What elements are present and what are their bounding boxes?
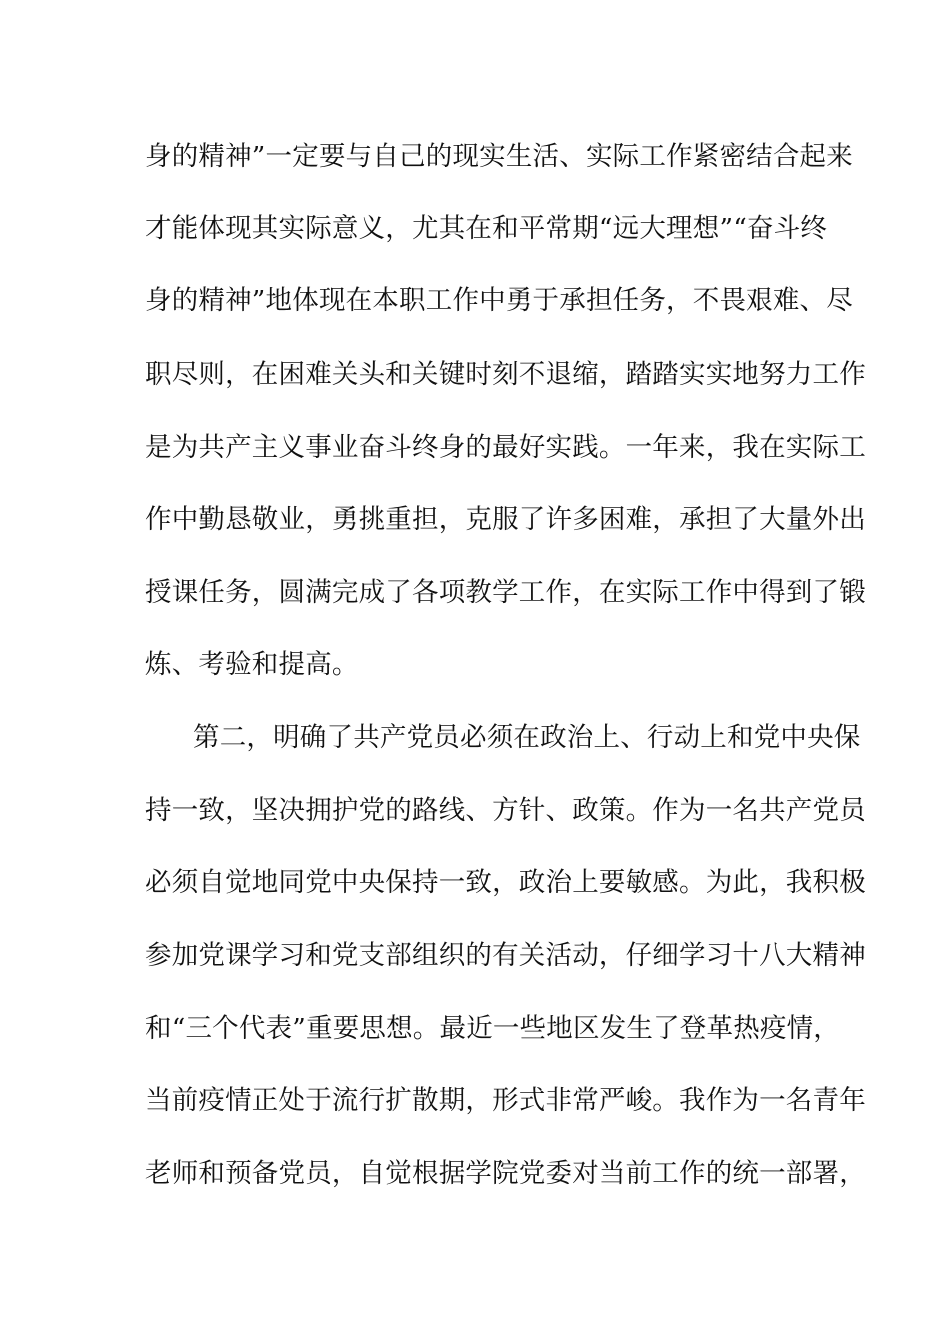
text-line: 必须自觉地同党中央保持一致，政治上要敏感。为此，我积极	[145, 867, 866, 898]
text-line: 身的精神”地体现在本职工作中勇于承担任务，不畏艰难、尽	[145, 285, 853, 316]
text-line: 授课任务，圆满完成了各项教学工作，在实际工作中得到了锻	[145, 577, 866, 608]
text-line: 是为共产主义事业奋斗终身的最好实践。一年来，我在实际工	[145, 432, 866, 463]
text-line: 职尽则，在困难关头和关键时刻不退缩，踏踏实实地努力工作	[145, 359, 866, 390]
text-line: 持一致，坚决拥护党的路线、方针、政策。作为一名共产党员	[145, 795, 866, 826]
text-line: 才能体现其实际意义，尤其在和平常期“远大理想”“奋斗终	[145, 213, 828, 244]
text-line: 和“三个代表”重要思想。最近一些地区发生了登革热疫情，	[145, 1013, 840, 1044]
text-line: 作中勤恳敬业，勇挑重担，克服了许多困难，承担了大量外出	[145, 504, 866, 535]
text-line: 炼、考验和提高。	[145, 649, 359, 680]
text-line: 当前疫情正处于流行扩散期，形式非常严峻。我作为一名青年	[145, 1085, 866, 1116]
text-line: 参加党课学习和党支部组织的有关活动，仔细学习十八大精神	[145, 940, 866, 971]
text-line: 老师和预备党员，自觉根据学院党委对当前工作的统一部署，	[145, 1158, 866, 1189]
text-line: 身的精神”一定要与自己的现实生活、实际工作紧密结合起来	[145, 141, 853, 172]
paragraph-first-line: 第二，明确了共产党员必须在政治上、行动上和党中央保	[193, 722, 861, 753]
